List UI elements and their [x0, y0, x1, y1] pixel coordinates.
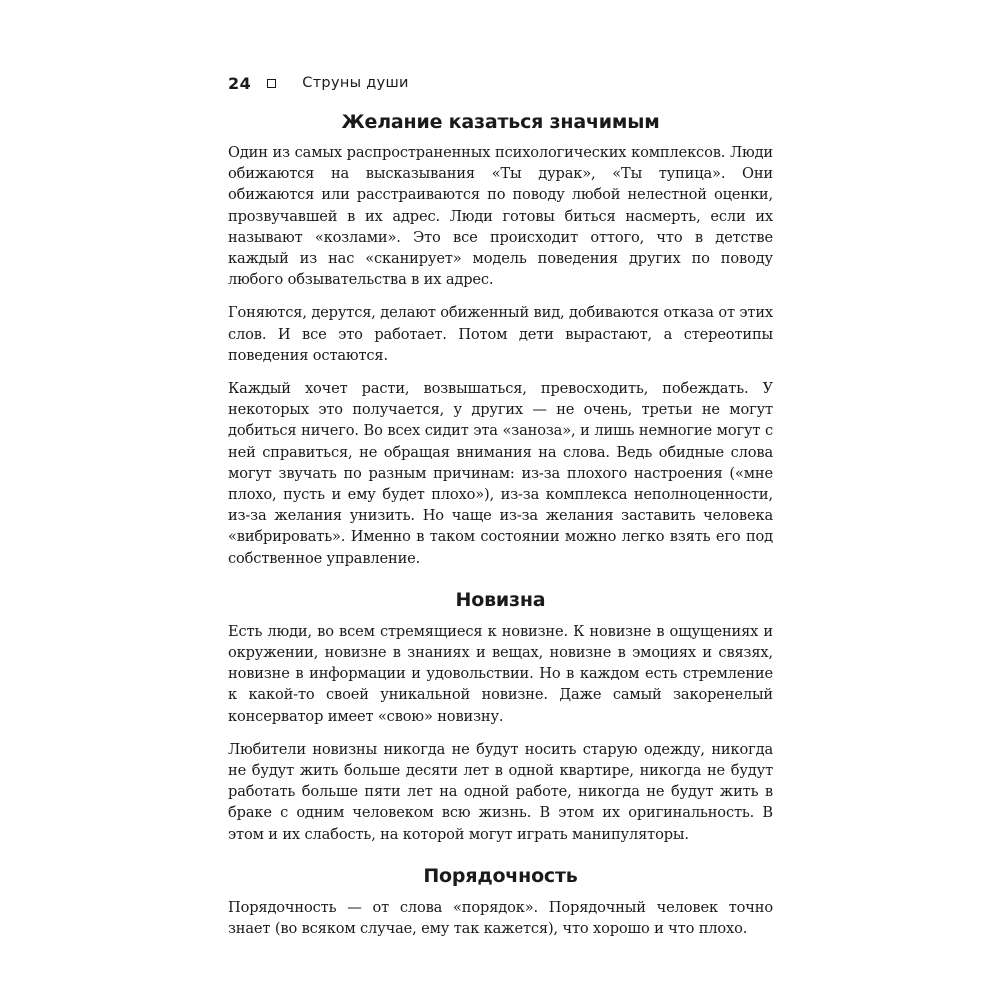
book-page — [228, 70, 773, 939]
section-heading-decency: Порядочность — [423, 864, 578, 887]
page-number: 24 — [228, 73, 252, 93]
paragraph: Порядочность — от слова «порядок». Порядочный человек точно знает (во всяком случае, ему так кажется), что хорошо и что плохо. — [228, 898, 773, 938]
paragraph: Гоняются, дерутся, делают обиженный вид, добиваются отказа от этих слов. И все это работает. Потом дети вырастают, а стереотипы поведения остаются. — [228, 304, 773, 364]
paragraph: Каждый хочет расти, возвышаться, превосходить, побеждать. У некоторых это получается, у других — не очень, третьи не могут добиться ничего. Во всех сидит эта «заноза», и лишь немногие могут с ней справиться, не обращая внимания на слова. Ведь обидные слова могут звучать по разным причинам: из-за плохого настроения («мне плохо, пусть и ему будет плохо»), из-за комплекса неполноценности, из-за желания унизить. Но чаще из-за желания заставить человека «вибрировать». Именно в таком состоянии можно легко взять его под собственное управление. — [228, 380, 773, 567]
paragraph: Один из самых распространенных психологических комплексов. Люди обижаются на высказывания «Ты дурак», «Ты тупица». Они обижаются или расстраиваются по поводу любой нелестной оценки, прозвучавшей в их адрес. Люди готовы биться насмерть, если их называют «козлами». Это все происходит оттого, что в детстве каждый из нас «сканирует» модель поведения других по поводу любого обзывательства в их адрес. — [228, 144, 773, 289]
section-heading-significance: Желание казаться значимым — [341, 111, 660, 133]
paragraph: Есть люди, во всем стремящиеся к новизне. К новизне в ощущениях и окружении, новизне в знаниях и вещах, новизне в эмоциях и связях, новизне в информации и удовольствии. Но в каждом есть стремление к какой-то своей уникальной новизне. Даже самый закоренелый консерватор имеет «свою» новизну. — [228, 622, 773, 725]
section-heading-novelty: Новизна — [455, 588, 546, 611]
running-title: Струны души — [302, 75, 409, 91]
square-bullet-icon — [267, 79, 276, 88]
paragraph: Любители новизны никогда не будут носить старую одежду, никогда не будут жить больше десяти лет в одной квартире, никогда не будут работать больше пяти лет на одной работе, никогда не будут жить в браке с одним человеком всю жизнь. В этом их оригинальность. В этом и их слабость, на которой могут играть манипуляторы. — [228, 740, 773, 843]
running-header — [228, 70, 773, 96]
